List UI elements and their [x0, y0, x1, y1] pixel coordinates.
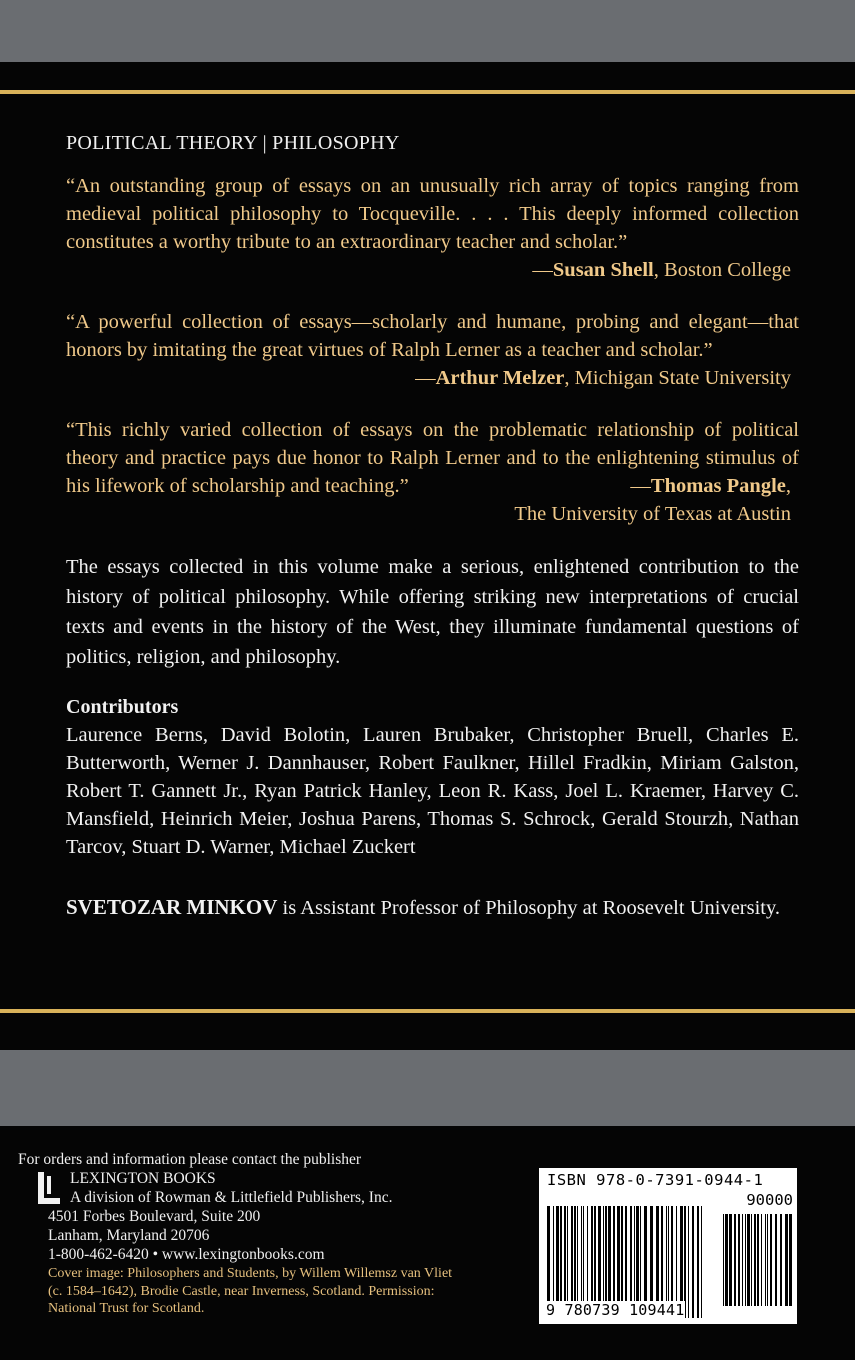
contact-line: 1-800-462-6420 • www.lexingtonbooks.com — [48, 1246, 325, 1263]
barcode-bar — [754, 1214, 756, 1306]
barcode-bar — [742, 1214, 743, 1306]
quote-text: “This richly varied collection of essays on the problematic relationship of political theory and practice pays due honor to Ralph Lerner and to the enlightening stimulus of his lifework of scholarship and teaching.” —Thomas Pangle, — [66, 416, 799, 500]
isbn-number: ISBN 978-0-7391-0944-1 — [547, 1171, 764, 1189]
praise-quote-3 — [66, 416, 799, 528]
barcode-bar — [785, 1214, 788, 1306]
address-line-1: 4501 Forbes Boulevard, Suite 200 — [48, 1208, 261, 1225]
barcode-bar — [761, 1214, 762, 1306]
endorser-name: Thomas Pangle — [650, 475, 786, 497]
barcode-bar — [767, 1214, 768, 1306]
barcode-bar — [688, 1206, 689, 1318]
barcode-bar — [697, 1206, 699, 1318]
author-name: SVETOZAR MINKOV — [66, 895, 278, 919]
barcode-bar — [723, 1214, 724, 1306]
barcode-bar — [789, 1214, 792, 1306]
barcode-bar — [751, 1214, 752, 1306]
barcode-bar — [729, 1214, 732, 1306]
author-bio-text: is Assistant Professor of Philosophy at Roosevelt University. — [277, 897, 781, 919]
category-label: POLITICAL THEORY | PHILOSOPHY — [66, 132, 400, 154]
endorser-affiliation: , Boston College — [653, 259, 791, 281]
endorser-name: Susan Shell — [552, 259, 654, 281]
praise-quote-2 — [66, 308, 799, 392]
publisher-block — [18, 1169, 518, 1207]
ean-digits: 9 780739 109441 — [546, 1301, 685, 1319]
book-description: The essays collected in this volume make a serious, enlightened contribution to the history of political philosophy. While offering striking new interpretations of crucial texts and events in the history of the West, they illuminate fundamental questions of politics, religion, and philosophy. — [66, 556, 799, 668]
publisher-name: LEXINGTON BOOKS — [70, 1170, 216, 1187]
top-gray-band — [0, 0, 855, 62]
contributors-heading: Contributors — [66, 696, 179, 718]
barcode-bar — [745, 1214, 746, 1306]
endorser-affiliation: The University of Texas at Austin — [514, 503, 791, 525]
endorser-name: Arthur Melzer — [435, 367, 565, 389]
lexington-logo-icon — [38, 1172, 60, 1204]
quote-text: “A powerful collection of essays—scholarly and humane, probing and elegant—that honors by imitating the great virtues of Ralph Lerner as a teacher and scholar.” — [66, 311, 799, 361]
back-cover-content — [66, 132, 799, 922]
price-code: 90000 — [746, 1191, 793, 1209]
contributors-list: Laurence Berns, David Bolotin, Lauren Brubaker, Christopher Bruell, Charles E. Butterworth, Werner J. Dannhauser, Robert Faulkner, Hillel Fradkin, Miriam Galston, Robert T. Gannett Jr., Ryan Patrick Hanley, Leon R. Kass, Joel L. Kraemer, Harvey C. Mansfield, Heinrich Meier, Joshua Parens, Thomas S. Schrock, Gerald Stourzh, Nathan Tarcov, Stuart D. Warner, Michael Zuckert — [66, 724, 799, 858]
orders-line: For orders and information please contact the publisher — [18, 1151, 362, 1168]
isbn-barcode — [539, 1168, 797, 1324]
publisher-info — [18, 1150, 518, 1318]
barcode-bar — [725, 1214, 728, 1306]
cover-image-credit: Cover image: Philosophers and Students, by Willem Willemsz van Vliet (c. 1584–1642), Brodie Castle, near Inverness, Scotland. Permission: National Trust for Scotland. — [48, 1266, 453, 1316]
barcode-bar — [692, 1206, 694, 1318]
quote-attribution: —Susan Shell, Boston College — [532, 259, 791, 281]
addon-barcode-bars — [723, 1214, 793, 1306]
middle-gray-band — [0, 1050, 855, 1126]
barcode-bar — [701, 1206, 702, 1318]
publisher-division: A division of Rowman & Littlefield Publishers, Inc. — [70, 1189, 393, 1206]
barcode-bar — [738, 1214, 740, 1306]
quote-attribution: —Arthur Melzer, Michigan State University — [415, 367, 791, 389]
endorser-affiliation: , Michigan State University — [564, 367, 791, 389]
author-bio — [66, 893, 799, 922]
barcode-bar — [780, 1214, 782, 1306]
barcode-bar — [775, 1214, 777, 1306]
barcode-bar — [757, 1214, 759, 1306]
address-line-2: Lanham, Maryland 20706 — [48, 1227, 210, 1244]
top-gold-rule — [0, 90, 855, 94]
barcode-bar — [765, 1214, 766, 1306]
barcode-bar — [747, 1214, 750, 1306]
praise-quote-1 — [66, 172, 799, 284]
quote-attribution: —Thomas Pangle, — [630, 475, 791, 497]
barcode-bar — [770, 1214, 772, 1306]
quote-text: “An outstanding group of essays on an unusually rich array of topics ranging from medieval political philosophy to Tocqueville. . . . This deeply informed collection constitutes a worthy tribute to an extraordinary teacher and scholar.” — [66, 175, 799, 253]
bottom-gold-rule — [0, 1009, 855, 1013]
barcode-bar — [734, 1214, 736, 1306]
